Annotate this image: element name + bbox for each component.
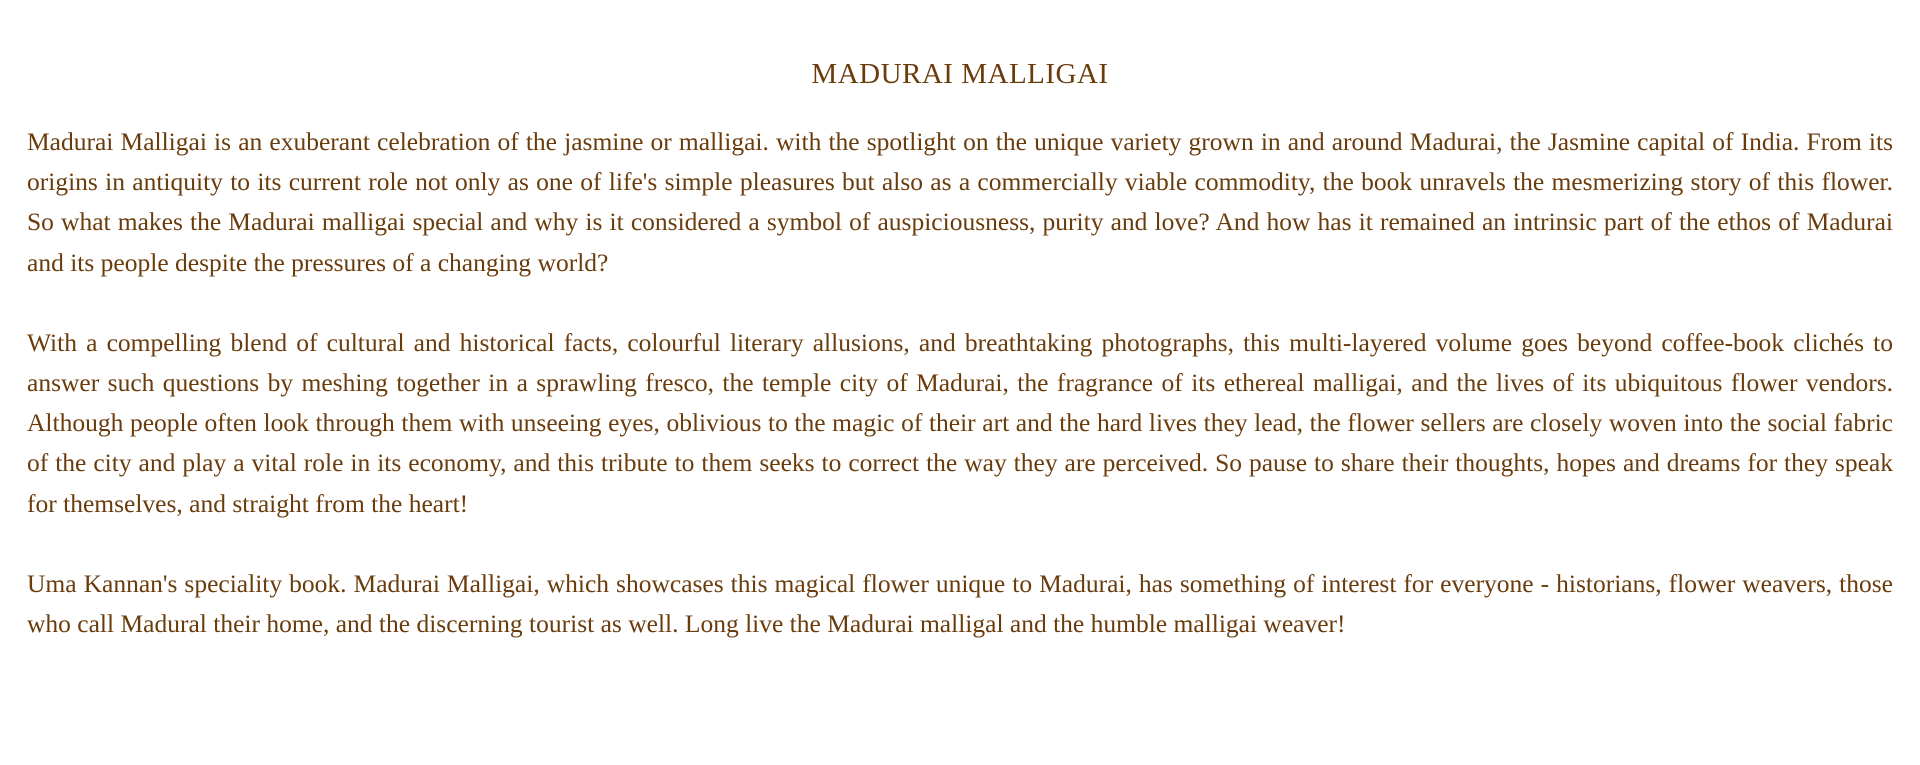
page-title: MADURAI MALLIGAI (811, 58, 1109, 90)
paragraph-closing: Uma Kannan's speciality book. Madurai Malligai, which showcases this magical flower unique to Madurai, has something of interest for everyone - historians, flower weavers, those who call Madural their home, and the discerning tourist as well. Long live the Madurai malligal and the humble malligai weaver! (27, 568, 1893, 639)
paragraph-description: With a compelling blend of cultural and historical facts, colourful literary allusions, and breathtaking photographs, this multi-layered volume goes beyond coffee-book clichés to answer such questions by meshing together in a sprawling fresco, the temple city of Madurai, the fragrance of its ethereal malligai, and the lives of its ubiquitous flower vendors. Although people often look through them with unseeing eyes, oblivious to the magic of their art and the hard lives they lead, the flower sellers are closely woven into the social fabric of the city and play a vital role in its economy, and this tribute to them seeks to correct the way they are perceived. So pause to share their thoughts, hopes and dreams for they speak for themselves, and straight from the heart! (27, 327, 1893, 518)
paragraph-intro: Madurai Malligai is an exuberant celebration of the jasmine or malligai. with the spotlight on the unique variety grown in and around Madurai, the Jasmine capital of India. From its origins in antiquity to its current role not only as one of life's simple pleasures but also as a commercially viable commodity, the book unravels the mesmerizing story of this flower. So what makes the Madurai malligai special and why is it considered a symbol of auspiciousness, purity and love? And how has it remained an intrinsic part of the ethos of Madurai and its people despite the pressures of a changing world? (27, 127, 1893, 277)
document-page (27, 0, 1893, 644)
